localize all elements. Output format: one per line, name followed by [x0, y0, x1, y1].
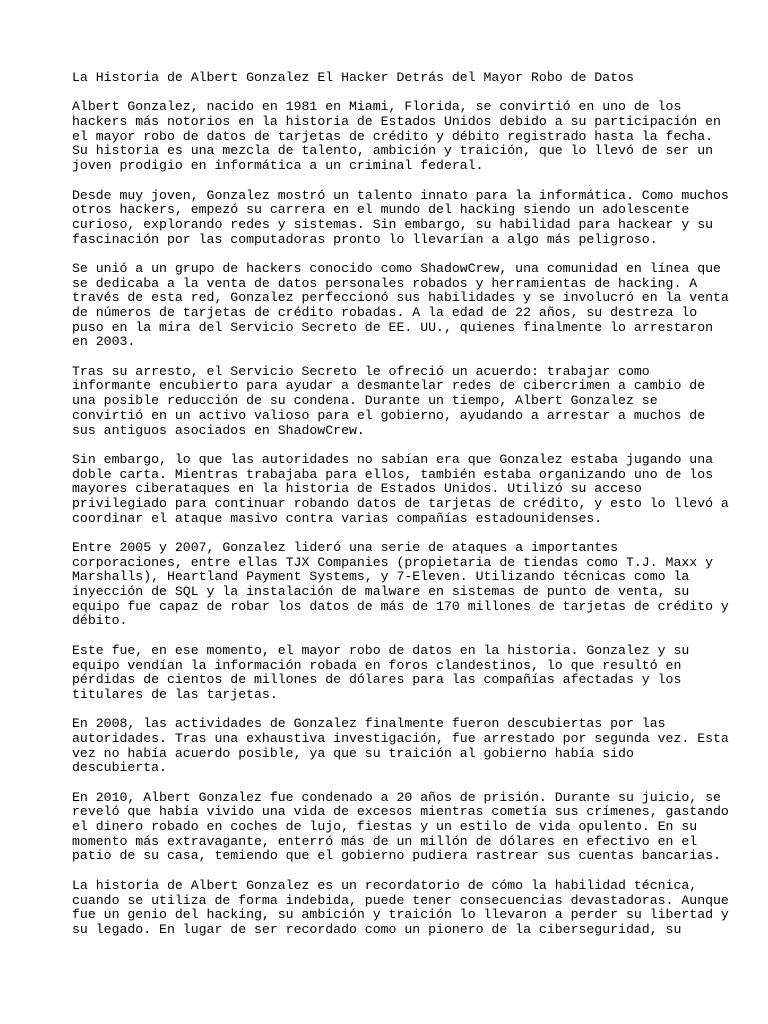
- text-line: coordinar el ataque masivo contra varias compañías estadounidenses.: [72, 510, 603, 526]
- document-body: [72, 99, 729, 937]
- text-line: Marshalls), Heartland Payment Systems, y 7-Eleven. Utilizando técnicas como la: [72, 569, 690, 585]
- text-line: puso en la mira del Servicio Secreto de EE. UU., quienes finalmente lo arrestaron: [72, 319, 714, 335]
- text-line: se dedicaba a la venta de datos personales robados y herramientas de hacking. A: [72, 275, 698, 291]
- text-line: Tras su arresto, el Servicio Secreto le ofreció un acuerdo: trabajar como: [72, 363, 650, 379]
- text-line: La historia de Albert Gonzalez es un recordatorio de cómo la habilidad técnica,: [72, 877, 698, 893]
- text-line: reveló que había vivido una vida de excesos mientras cometía sus crímenes, gastando: [72, 804, 729, 820]
- document-page: [72, 70, 729, 952]
- text-line: privilegiado para continuar robando datos de tarjetas de crédito, y esto lo llevó a: [72, 495, 729, 511]
- text-line: descubierta.: [72, 760, 167, 776]
- text-line: de números de tarjetas de crédito robadas. A la edad de 22 años, su destreza lo: [72, 305, 698, 321]
- text-line: pérdidas de cientos de millones de dólares para las compañías afectadas y los: [72, 672, 682, 688]
- text-line: otros hackers, empezó su carrera en el mundo del hacking siendo un adolescente: [72, 202, 690, 218]
- text-line: inyección de SQL y la instalación de malware en sistemas de punto de venta, su: [72, 584, 690, 600]
- paragraph: [72, 789, 729, 864]
- paragraph: [72, 716, 729, 776]
- text-line: hackers más notorios en la historia de Estados Unidos debido a su participación en: [72, 114, 721, 130]
- text-line: En 2010, Albert Gonzalez fue condenado a 20 años de prisión. Durante su juicio, se: [72, 789, 721, 805]
- paragraph: [72, 644, 712, 703]
- text-line: Albert Gonzalez, nacido en 1981 en Miami, Florida, se convirtió en uno de los: [72, 99, 682, 115]
- text-line: través de esta red, Gonzalez perfeccionó sus habilidades y se involucró en la venta: [72, 290, 729, 306]
- text-line: débito.: [72, 613, 128, 629]
- document-title: La Historia de Albert Gonzalez El Hacker Detrás del Mayor Robo de Datos: [72, 70, 634, 85]
- text-line: informante encubierto para ayudar a desmantelar redes de cibercrimen a cambio de: [72, 378, 706, 394]
- paragraph: [72, 99, 721, 174]
- paragraph: [72, 260, 729, 350]
- text-line: Entre 2005 y 2007, Gonzalez lideró una serie de ataques a importantes: [72, 540, 619, 556]
- text-line: convirtió en un activo valioso para el gobierno, ayudando a arrestar a muchos de: [72, 407, 706, 423]
- text-line: corporaciones, entre ellas TJX Companies (propietaria de tiendas como T.J. Maxx y: [72, 554, 714, 570]
- text-line: titulares de las tarjetas.: [72, 686, 278, 702]
- text-line: Su historia es una mezcla de talento, ambición y traición, que lo llevó de ser un: [72, 143, 714, 159]
- paragraph: [72, 877, 729, 938]
- text-line: equipo vendían la información robada en foros clandestinos, lo que resultó en: [72, 657, 682, 673]
- paragraph: [72, 187, 729, 248]
- text-line: el dinero robado en coches de lujo, fiestas y un estilo de vida opulento. En su: [72, 819, 698, 835]
- text-line: una posible reducción de su condena. Durante un tiempo, Albert Gonzalez se: [72, 393, 658, 409]
- paragraph: [72, 451, 729, 526]
- text-line: cuando se utiliza de forma indebida, puede tener consecuencias devastadoras. Aunque: [72, 892, 729, 908]
- text-line: el mayor robo de datos de tarjetas de crédito y débito registrado hasta la fecha.: [72, 128, 714, 144]
- text-line: vez no había acuerdo posible, ya que su traición al gobierno había sido: [72, 745, 634, 761]
- text-line: equipo fue capaz de robar los datos de más de 170 millones de tarjetas de crédito y: [72, 598, 729, 614]
- text-line: autoridades. Tras una exhaustiva investigación, fue arrestado por segunda vez. Esta: [72, 730, 729, 746]
- text-line: En 2008, las actividades de Gonzalez finalmente fueron descubiertas por las: [72, 716, 666, 732]
- text-line: en 2003.: [72, 334, 136, 350]
- text-line: fascinación por las computadoras pronto lo llevarían a algo más peligroso.: [72, 231, 658, 247]
- text-line: Desde muy joven, Gonzalez mostró un talento innato para la informática. Como muchos: [72, 187, 729, 203]
- text-line: su legado. En lugar de ser recordado como un pionero de la ciberseguridad, su: [72, 921, 682, 937]
- paragraph: [72, 365, 712, 438]
- text-line: patio de su casa, temiendo que el gobierno pudiera rastrear sus cuentas bancarias.: [72, 848, 721, 864]
- paragraph: [72, 540, 729, 629]
- text-line: doble carta. Mientras trabajaba para ellos, también estaba organizando uno de los: [72, 466, 714, 482]
- text-line: sus antiguos asociados en ShadowCrew.: [72, 422, 365, 438]
- text-line: fue un genio del hacking, su ambición y traición lo llevaron a perder su libertad y: [72, 907, 729, 923]
- text-line: mayores ciberataques en la historia de Estados Unidos. Utilizó su acceso: [72, 481, 642, 497]
- text-line: joven prodigio en informática a un criminal federal.: [72, 158, 484, 174]
- text-line: Se unió a un grupo de hackers conocido como ShadowCrew, una comunidad en línea que: [72, 260, 721, 276]
- text-line: momento más extravagante, enterró más de un millón de dólares en efectivo en el: [72, 833, 698, 849]
- text-line: Este fue, en ese momento, el mayor robo de datos en la historia. Gonzalez y su: [72, 642, 690, 658]
- text-line: Sin embargo, lo que las autoridades no sabían era que Gonzalez estaba jugando una: [72, 451, 714, 467]
- text-line: curioso, explorando redes y sistemas. Sin embargo, su habilidad para hackear y su: [72, 216, 714, 232]
